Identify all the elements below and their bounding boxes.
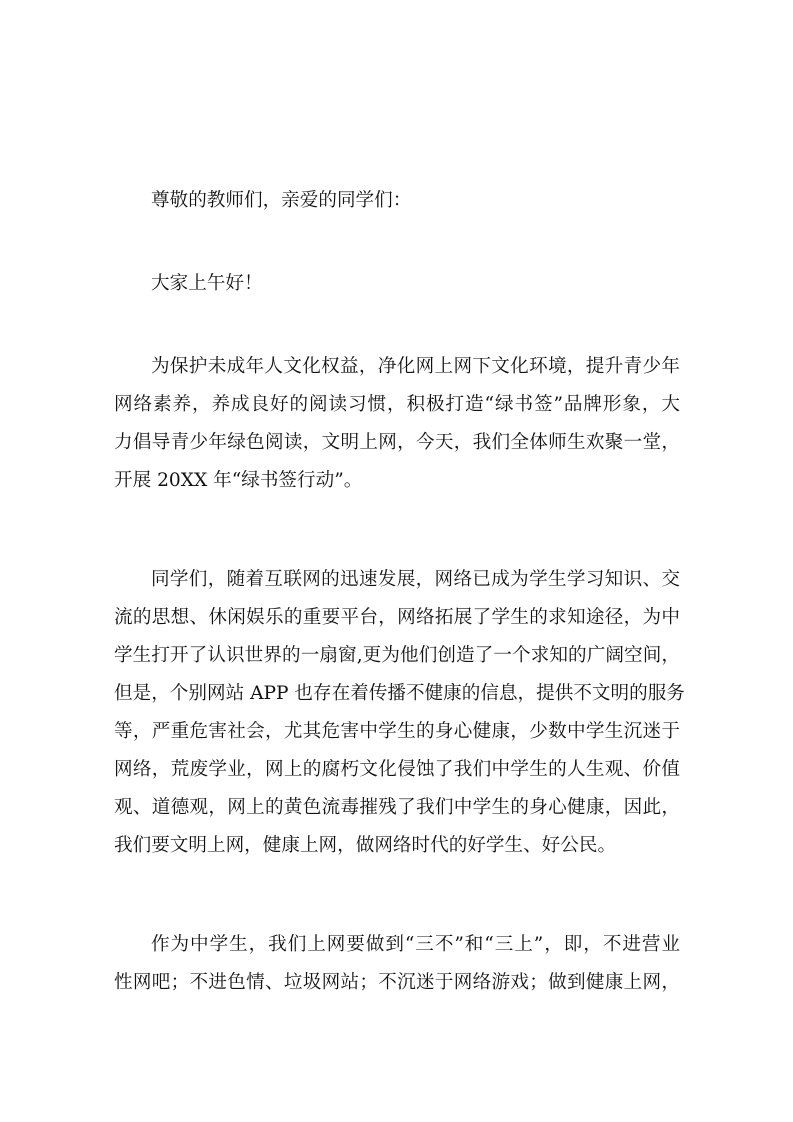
text-line: 开展 20XX 年“绿书签行动”。 [114, 470, 363, 491]
text-line: 同学们，随着互联网的迅速发展，网络已成为学生学习知识、交 [151, 569, 680, 590]
text-line: 学生打开了认识世界的一扇窗,更为他们创造了一个求知的广阔空间， [114, 645, 680, 666]
salutation [114, 182, 680, 220]
text-line: 但是，个别网站 APP 也存在着传播不健康的信息，提供不文明的服务 [114, 683, 685, 704]
text-line: 网络素养，养成良好的阅读习惯，积极打造“绿书签”品牌形象，大 [114, 394, 680, 415]
text-line: 作为中学生，我们上网要做到“三不”和“三上”，即，不进营业 [151, 934, 680, 955]
text-line: 流的思想、休闲娱乐的重要平台，网络拓展了学生的求知途径，为中 [114, 607, 680, 628]
text-line: 等，严重危害社会，尤其危害中学生的身心健康，少数中学生沉迷于 [114, 721, 680, 742]
text-line: 尊敬的教师们，亲爱的同学们： [151, 190, 412, 211]
text-line: 为保护未成年人文化权益，净化网上网下文化环境，提升青少年 [151, 356, 680, 377]
text-line: 我们要文明上网，健康上网，做网络时代的好学生、好公民。 [114, 835, 617, 856]
paragraph-rules [114, 926, 680, 1002]
text-line: 力倡导青少年绿色阅读，文明上网，今天，我们全体师生欢聚一堂， [114, 432, 680, 453]
paragraph-intro [114, 348, 680, 500]
greeting [114, 265, 680, 303]
text-line: 观、道德观，网上的黄色流毒摧残了我们中学生的身心健康，因此， [114, 797, 680, 818]
text-line: 性网吧；不进色情、垃圾网站；不沉迷于网络游戏；做到健康上网， [114, 972, 680, 993]
paragraph-internet [114, 561, 685, 865]
text-line: 大家上午好！ [151, 273, 263, 294]
text-line: 网络，荒废学业，网上的腐朽文化侵蚀了我们中学生的人生观、价值 [114, 759, 680, 780]
